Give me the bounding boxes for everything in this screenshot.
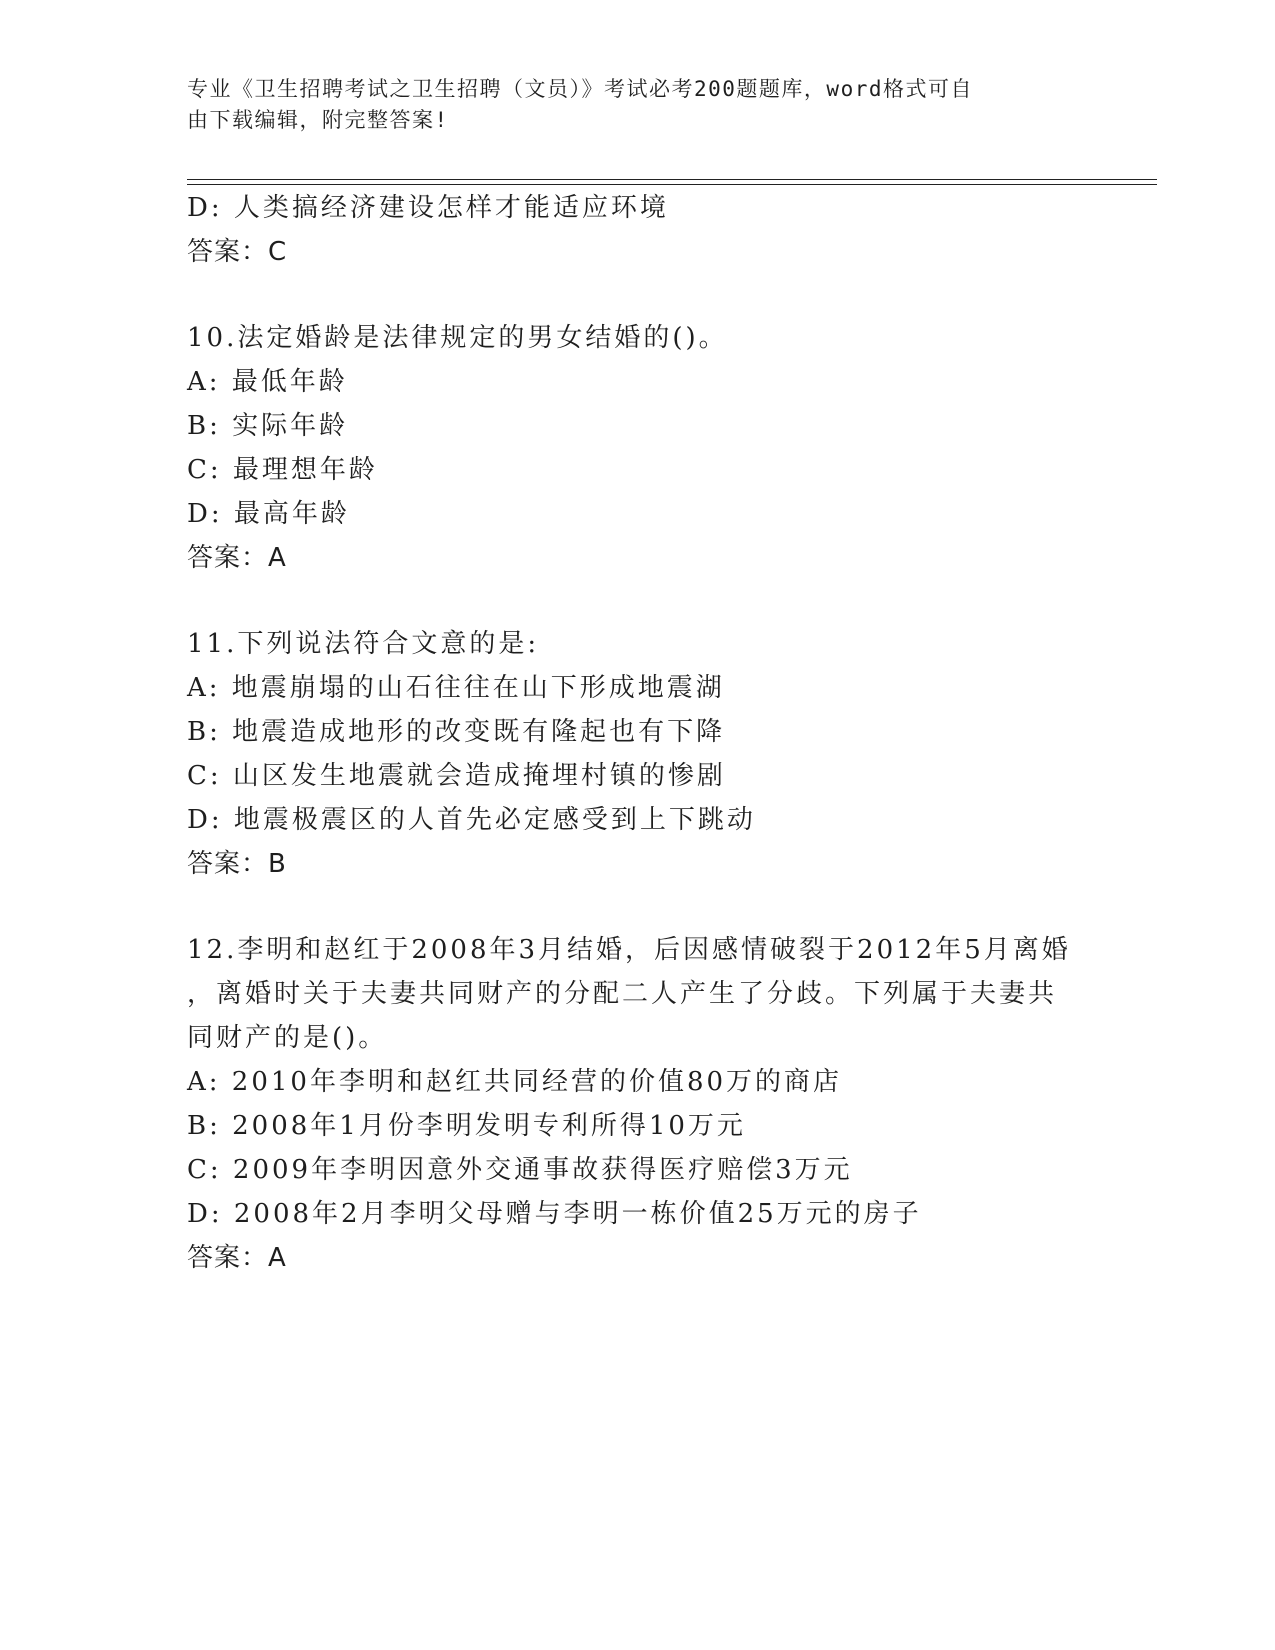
q12-stem-line-1: 12.李明和赵红于2008年3月结婚，后因感情破裂于2012年5月离婚 <box>187 935 1071 965</box>
q12-option-d: D: 2008年2月李明父母赠与李明一栋价值25万元的房子 <box>187 1199 922 1229</box>
q10-option-c: C: 最理想年龄 <box>187 455 378 485</box>
q12-stem-line-2: ，离婚时关于夫妻共同财产的分配二人产生了分歧。下列属于夫妻共 <box>187 979 1058 1009</box>
q12-stem-line-3: 同财产的是()。 <box>187 1023 388 1053</box>
q10-option-b: B: 实际年龄 <box>187 411 349 441</box>
q11-option-d: D: 地震极震区的人首先必定感受到上下跳动 <box>187 805 756 835</box>
q12-option-c: C: 2009年李明因意外交通事故获得医疗赔偿3万元 <box>187 1155 853 1185</box>
q10-option-d: D: 最高年龄 <box>187 499 350 529</box>
q12-option-a: A: 2010年李明和赵红共同经营的价值80万的商店 <box>187 1067 843 1097</box>
header-line-1: 专业《卫生招聘考试之卫生招聘（文员）》考试必考200题题库，word格式可自 <box>187 77 973 101</box>
header-divider-top <box>187 179 1157 180</box>
q11-option-c: C: 山区发生地震就会造成掩埋村镇的惨剧 <box>187 761 726 791</box>
q12-option-b: B: 2008年1月份李明发明专利所得10万元 <box>187 1111 746 1141</box>
header-divider-bottom <box>187 184 1157 185</box>
q11-option-b: B: 地震造成地形的改变既有隆起也有下降 <box>187 717 726 747</box>
q12-answer: 答案：A <box>187 1243 287 1273</box>
q10-option-a: A: 最低年龄 <box>187 367 348 397</box>
document-header <box>187 74 1067 136</box>
q10-stem: 10.法定婚龄是法律规定的男女结婚的()。 <box>187 323 728 353</box>
header-line-2: 由下载编辑，附完整答案! <box>187 108 449 132</box>
prev-answer: 答案：C <box>187 237 288 267</box>
q11-option-a: A: 地震崩塌的山石往往在山下形成地震湖 <box>187 673 725 703</box>
prev-option-d: D: 人类搞经济建设怎样才能适应环境 <box>187 193 669 223</box>
q10-answer: 答案：A <box>187 543 287 573</box>
q11-answer: 答案：B <box>187 849 287 879</box>
q11-stem: 11.下列说法符合文意的是: <box>187 629 540 659</box>
